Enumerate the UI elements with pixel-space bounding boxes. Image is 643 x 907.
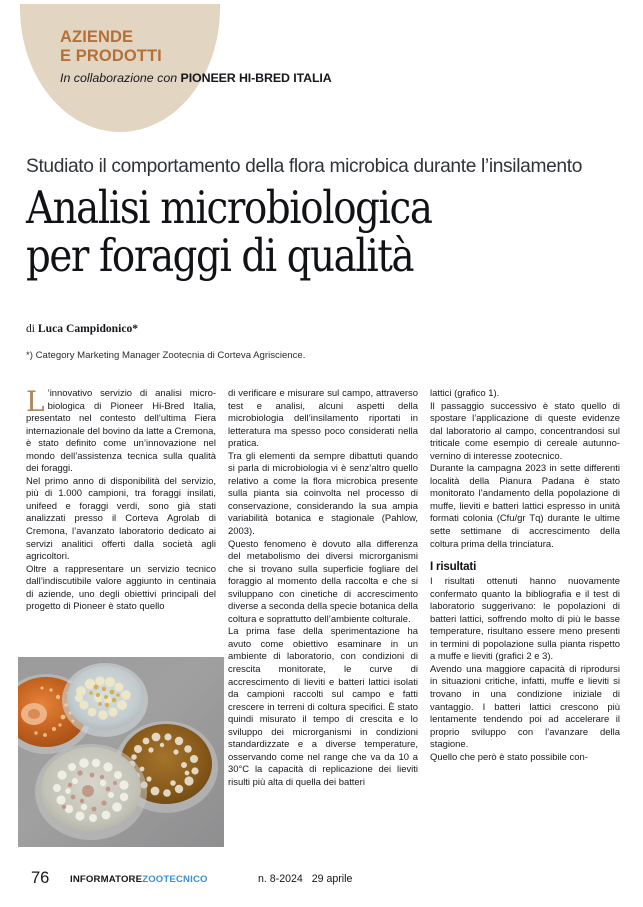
- petri-dishes-illustration: [18, 657, 224, 847]
- paragraph: Oltre a rappresentare un servizio tecnico dall’indiscutibile valore aggiunto in centinaia di aziende, uno degli obiettivi principali del progetto di Pioneer è stato quello: [26, 563, 216, 613]
- body-column-2: [228, 388, 418, 840]
- paragraph: I risultati ottenuti hanno nuovamente confermato quanto la bibliografia e il test di laboratorio suggerivano: le popolazioni di batteri lattici, soffrendo molto di più le basse temperature, risultano essere meno presenti in termini di popolazione sulla pianta rispetto a muffe e lieviti (grafici 2 e 3).: [430, 576, 620, 663]
- paragraph: di verificare e misurare sul campo, attraverso test e analisi, alcuni aspetti della microbiologia dell’insilamento riportati in letteratura ma spesso poco considerati nella pratica.: [228, 388, 418, 450]
- collaboration-prefix: In collaborazione con: [60, 71, 181, 85]
- section-kicker: [60, 28, 332, 65]
- page-footer: [18, 862, 624, 896]
- section-kicker-line1: AZIENDE: [60, 28, 134, 46]
- section-kicker-line2: E PRODOTTI: [60, 46, 162, 65]
- petri-dishes-photo: [18, 657, 224, 847]
- paragraph: [26, 388, 216, 476]
- byline-prefix: di: [26, 322, 38, 335]
- masthead-word-zootecnico: ZOOTECNICO: [142, 874, 208, 885]
- article-title: [26, 181, 542, 282]
- article-overline: Studiato il comportamento della flora microbica durante l’insilamento: [26, 156, 583, 177]
- byline: [26, 322, 138, 335]
- paragraph: Durante la campagna 2023 in sette differenti località della Pianura Padana è stato monitorato l’andamento della popolazione di muffe, lieviti e batteri lattici espresso in unità formati colonia (Cfu/gr Tq) durante le ultime sette settimane di accrescimento della coltura prima della trinciatura.: [430, 463, 620, 550]
- petri-dish-grey: [35, 744, 147, 840]
- page-number: 76: [31, 869, 50, 887]
- collaboration-partner: PIONEER HI-BRED ITALIA: [180, 71, 332, 85]
- paragraph: Quello che però è stato possibile con-: [430, 751, 588, 763]
- author-affiliation: *) Category Marketing Manager Zootecnia di Corteva Agriscience.: [26, 350, 306, 361]
- paragraph-text: ’innovativo servizio di analisi micro-biologica di Pioneer Hi-Bred Italia, presentato nel contesto dell’ultima Fiera internazionale del bovino da latte a Cremona, è stato definito come un’innovazione nel mondo dell’assistenza tecnica sulla qualità dei foraggi.: [26, 388, 216, 475]
- petri-dish-pale-yellow: [62, 663, 148, 737]
- collaboration-line: [60, 71, 332, 85]
- article-title-line1: Analisi microbiologica: [26, 181, 432, 234]
- page-content-area: [4, 4, 639, 903]
- paragraph: Nel primo anno di disponibilità del servizio, più di 1.000 campioni, tra foraggi insilati, unifeed e foraggi verdi, sono già stati analizzati presso il Corteva Agrolab di Cremona, l’avanzato laboratorio dedicato ai servizi analitici offerti dalla società agli agricoltori.: [26, 475, 216, 563]
- masthead-logo: [70, 874, 208, 885]
- body-column-3: [430, 388, 620, 840]
- paragraph: lattici (grafico 1).: [430, 388, 500, 399]
- issue-number: n. 8-2024: [258, 873, 303, 885]
- paragraph: Avendo una maggiore capacità di riprodursi in situazioni critiche, infatti, muffe e lieviti si trovano in una condizione iniziale di vantaggio. I batteri lattici crescono più lentamente tendendo poi ad accelerare il proprio sviluppo con l’avanzare della stagione.: [430, 663, 620, 751]
- masthead-word-informatore: INFORMATORE: [70, 874, 143, 885]
- article-title-line2: per foraggi di qualità: [26, 229, 414, 282]
- byline-author: Luca Campidonico*: [37, 322, 139, 335]
- header-text-block: [60, 28, 332, 85]
- issue-date: 29 aprile: [311, 873, 353, 885]
- paragraph: La prima fase della sperimentazione ha avuto come obiettivo esaminare in un ambiente di laboratorio, con condizioni di crescita monitorate, le curve di accrescimento di lieviti e batteri lattici isolati da campioni raccolti sul campo e fatti crescere in terreni di coltura specifici. È stato quindi misurato il tempo di crescita e lo sviluppo dei microrganismi in condizioni standardizzate e a diverse temperature, osservando come nel range che va da 10 a 30°C la capacità di replicazione dei lieviti risulti più alta di quella dei batteri: [228, 626, 418, 788]
- paragraph: Il passaggio successivo è stato quello di spostare l’applicazione di queste evidenze dal laboratorio al campo, concentrandosi sul triticale come esempio di cereale autunno-vernino di interesse zootecnico.: [430, 400, 620, 462]
- drop-cap: L: [26, 388, 45, 418]
- issue-info: [258, 873, 352, 885]
- headline-block: [26, 156, 626, 280]
- section-subheading: I risultati: [430, 560, 477, 574]
- paragraph: Tra gli elementi da sempre dibattuti quando si parla di microbiologia vi è senz’altro quello relativo a come la flora microbica presente sulla pianta sia coinvolta nel processo di conservazione, considerando la sua ampia variabilità botanica e stagionale (Pahlow, 2003).: [228, 450, 418, 538]
- paragraph: Questo fenomeno è dovuto alla differenza del metabolismo dei diversi microrganismi che si trovano sulla superficie fogliare del foraggio al momento della raccolta e che si sviluppano con cinetiche di accrescimento diverse a seconda della specie botanica della coltura e soprattutto dell’ambiente colturale.: [228, 538, 418, 625]
